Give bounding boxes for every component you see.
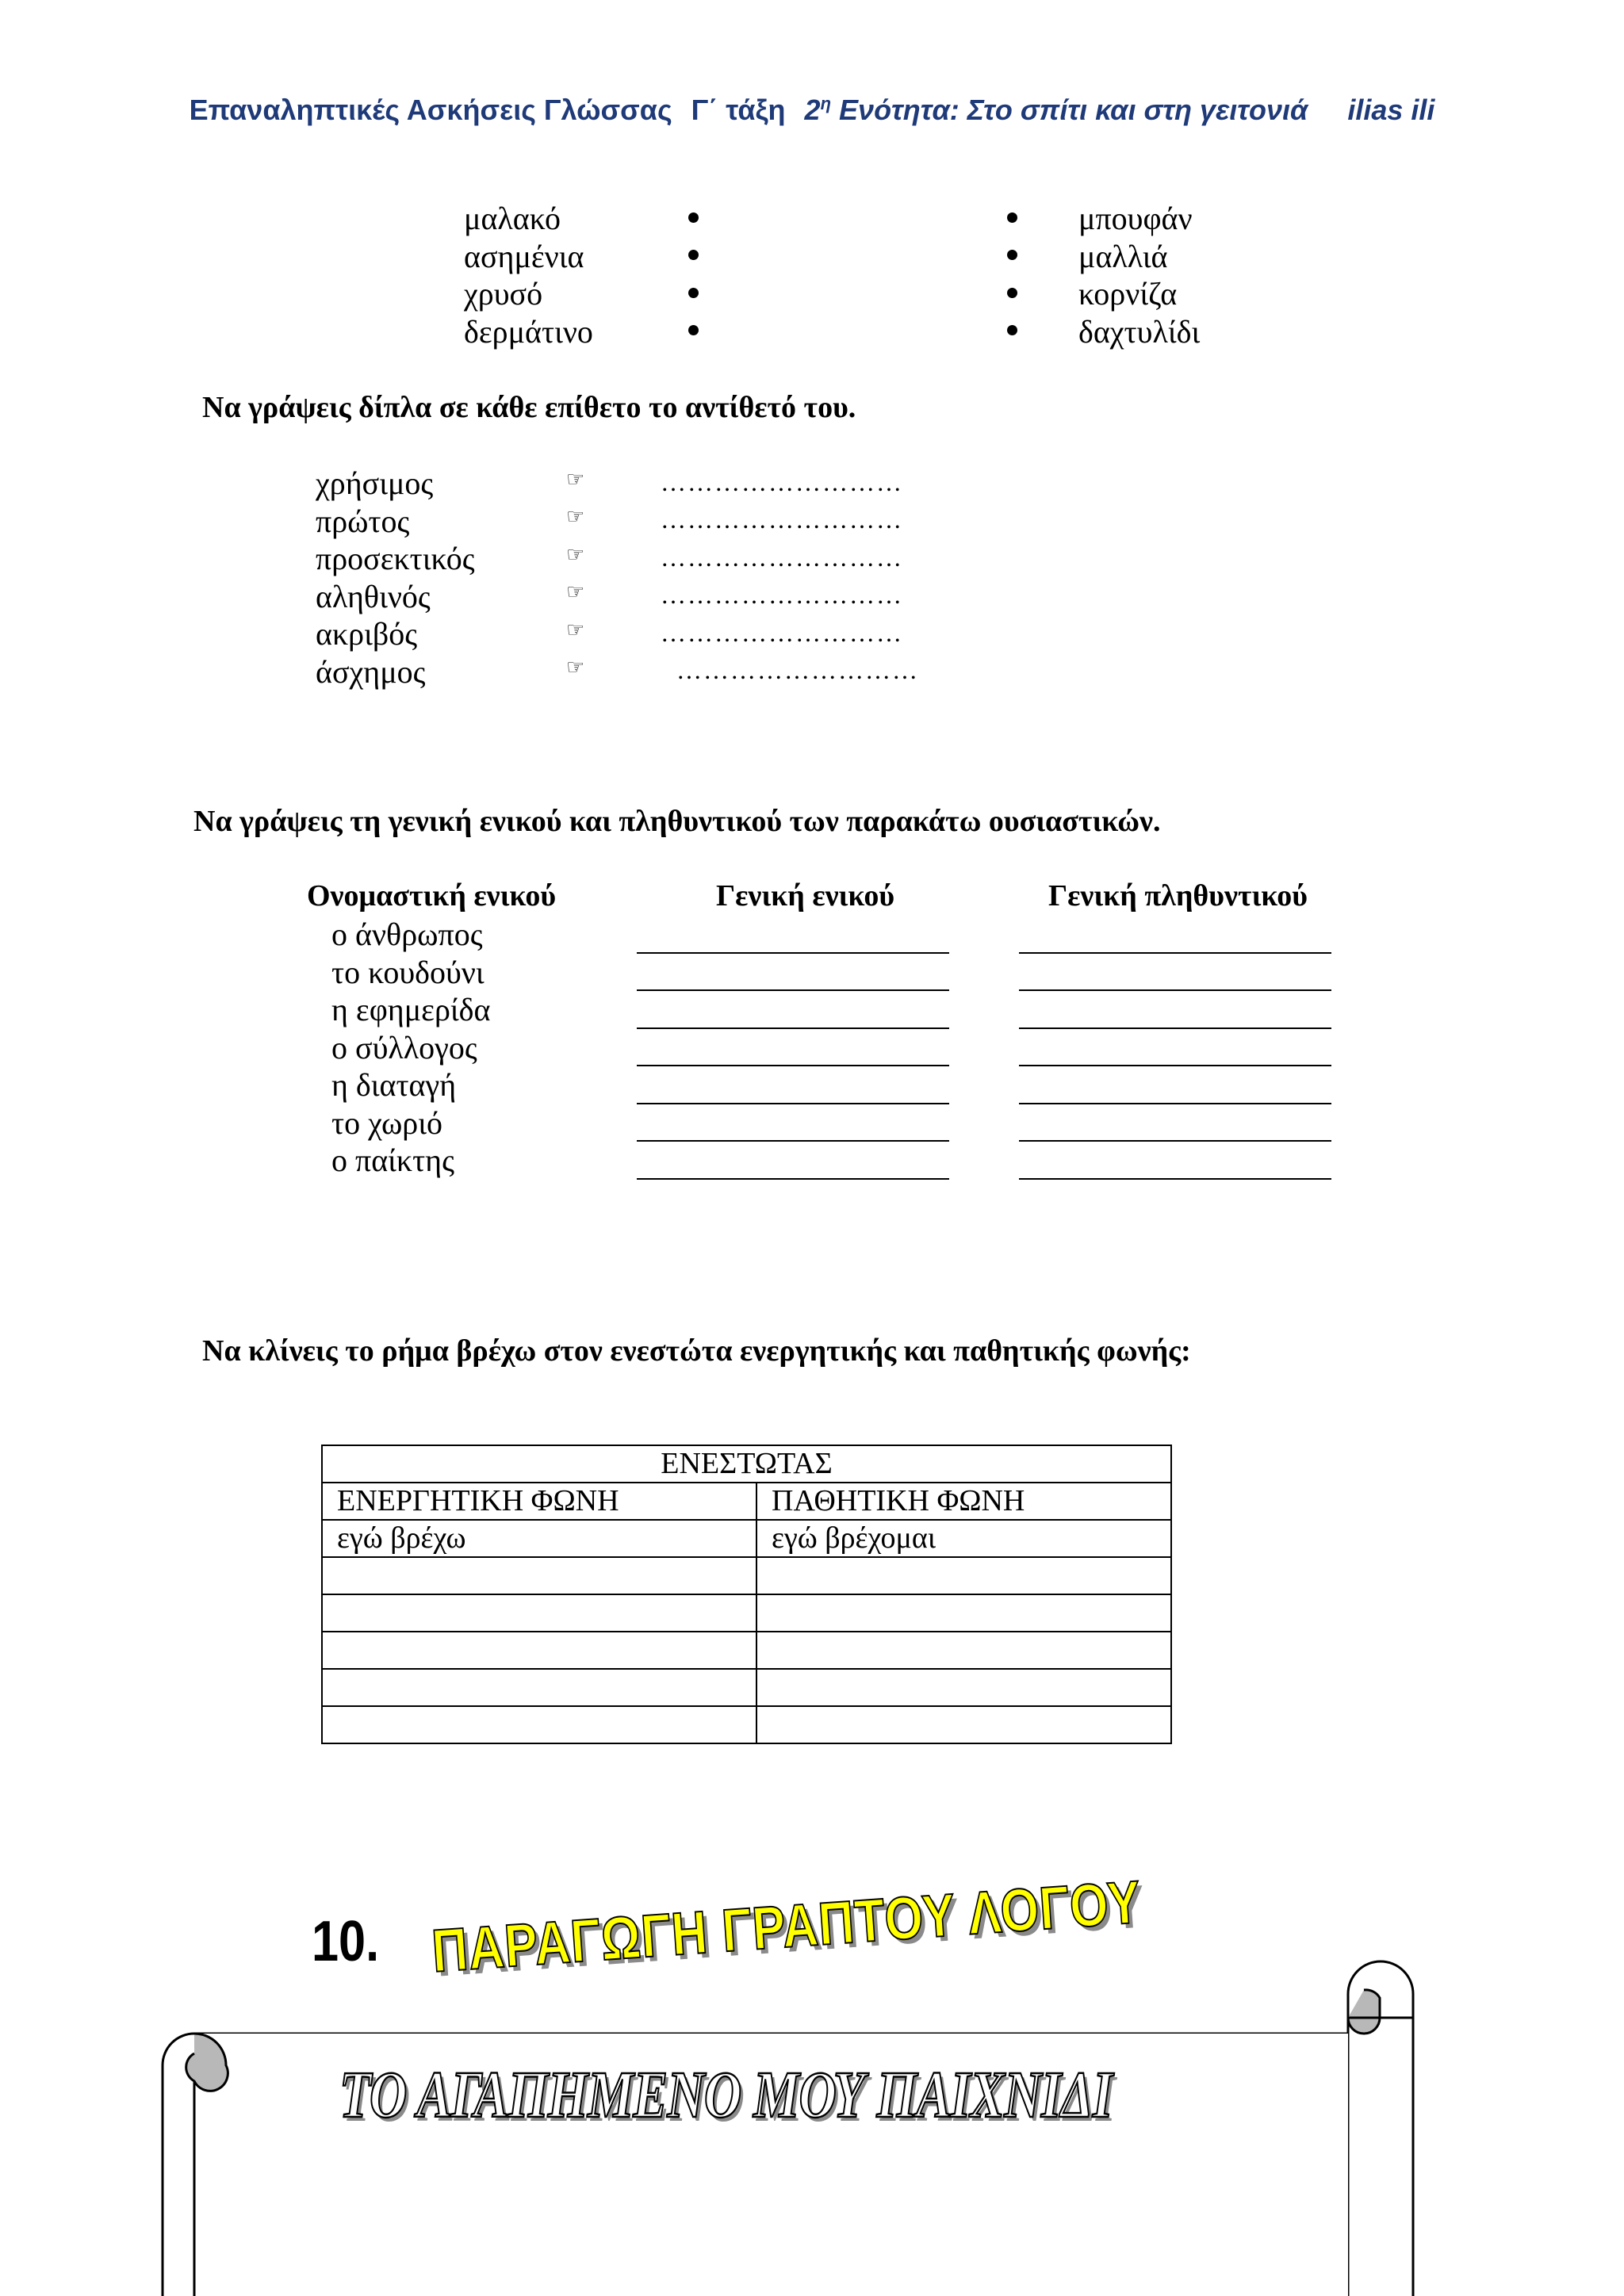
header-author: ilias ili bbox=[1347, 94, 1435, 126]
answer-line-plural[interactable] bbox=[1019, 1140, 1331, 1142]
table-cell-passive[interactable] bbox=[756, 1632, 1171, 1669]
example-passive: εγώ βρέχομαι bbox=[756, 1520, 1171, 1557]
answer-line-singular[interactable] bbox=[637, 1178, 949, 1180]
opposites-instruction: Να γράψεις δίπλα σε κάθε επίθετο το αντίθετό του. bbox=[202, 391, 856, 424]
answer-line-plural[interactable] bbox=[1019, 989, 1331, 991]
answer-line-singular[interactable] bbox=[637, 1140, 949, 1142]
answer-dots[interactable]: ……………………… bbox=[661, 618, 903, 647]
section-heading-wordart: ΠΑΡΑΓΩΓΗ ΓΡΑΠΤΟΥ ΛΟΓΟΥ bbox=[430, 1868, 1143, 1986]
table-cell-active[interactable] bbox=[322, 1632, 756, 1669]
table-cell-passive[interactable] bbox=[756, 1594, 1171, 1632]
matching-dot-left[interactable] bbox=[688, 250, 699, 260]
matching-dot-right[interactable] bbox=[1007, 288, 1017, 298]
matching-left-item: μαλακό bbox=[464, 201, 561, 236]
table-cell-passive[interactable] bbox=[756, 1706, 1171, 1743]
noun: ο σύλλογος bbox=[331, 1029, 477, 1066]
table-cell-passive[interactable] bbox=[756, 1669, 1171, 1706]
header-unit: $2^\eta$ Ενότητα: Στο σπίτι και στη γειτονιά bbox=[804, 94, 1308, 126]
matching-dot-right[interactable] bbox=[1007, 212, 1017, 223]
noun: η διαταγή bbox=[331, 1067, 457, 1103]
conjugation-table bbox=[321, 1445, 1172, 1744]
pointing-hand-icon: ☞ bbox=[566, 505, 585, 528]
column-header-nominative: Ονομαστική ενικού bbox=[307, 879, 557, 913]
matching-dot-right[interactable] bbox=[1007, 250, 1017, 260]
matching-left-item: χρυσό bbox=[464, 276, 543, 312]
matching-right-item: κορνίζα bbox=[1078, 276, 1178, 312]
pointing-hand-icon: ☞ bbox=[566, 618, 585, 641]
column-header-genitive-plural: Γενική πληθυντικού bbox=[1048, 879, 1308, 913]
page-header bbox=[0, 94, 1624, 127]
answer-line-plural[interactable] bbox=[1019, 1065, 1331, 1066]
table-cell-active[interactable] bbox=[322, 1557, 756, 1594]
section-number: 10. bbox=[312, 1910, 380, 1973]
pointing-hand-icon: ☞ bbox=[566, 543, 585, 566]
answer-line-singular[interactable] bbox=[637, 952, 949, 954]
answer-line-singular[interactable] bbox=[637, 1103, 949, 1104]
answer-line-plural[interactable] bbox=[1019, 952, 1331, 954]
table-cell-active[interactable] bbox=[322, 1594, 756, 1632]
noun-list bbox=[331, 916, 491, 1180]
header-title: Επαναληπτικές Ασκήσεις Γλώσσας bbox=[189, 94, 672, 126]
noun: η εφημερίδα bbox=[331, 992, 491, 1027]
table-title: ΕΝΕΣΤΩΤΑΣ bbox=[322, 1445, 1171, 1483]
pointing-hand-icon: ☞ bbox=[566, 580, 585, 603]
adjective: αληθινός bbox=[316, 578, 431, 614]
matching-dot-left[interactable] bbox=[688, 212, 699, 223]
example-active: εγώ βρέχω bbox=[322, 1520, 756, 1557]
genitive-instruction: Να γράψεις τη γενική ενικού και πληθυντικού των παρακάτω ουσιαστικών. bbox=[193, 805, 1161, 838]
scroll-title: ΤΟ ΑΓΑΠΗΜΕΝΟ ΜΟΥ ΠΑΙΧΝΙΔΙ bbox=[339, 2058, 1113, 2132]
adjective: ακριβός bbox=[316, 616, 418, 652]
matching-right-item: δαχτυλίδι bbox=[1078, 313, 1201, 350]
adjective: άσχημος bbox=[316, 653, 426, 690]
matching-dot-left[interactable] bbox=[688, 325, 699, 335]
table-cell-passive[interactable] bbox=[756, 1557, 1171, 1594]
opposites-words bbox=[316, 465, 475, 691]
answer-line-plural[interactable] bbox=[1019, 1027, 1331, 1029]
answer-line-plural[interactable] bbox=[1019, 1103, 1331, 1104]
answer-dots[interactable]: ……………………… bbox=[661, 505, 903, 534]
table-cell-active[interactable] bbox=[322, 1669, 756, 1706]
column-header-active: ΕΝΕΡΓΗΤΙΚΗ ΦΩΝΗ bbox=[322, 1483, 756, 1520]
answer-line-singular[interactable] bbox=[637, 1065, 949, 1066]
answer-line-singular[interactable] bbox=[637, 1027, 949, 1029]
adjective: χρήσιμος bbox=[316, 465, 434, 501]
matching-left-item: ασημένια bbox=[464, 238, 584, 274]
pointing-hand-icon: ☞ bbox=[566, 656, 585, 679]
answer-line-plural[interactable] bbox=[1019, 1178, 1331, 1180]
pointing-hand-icon: ☞ bbox=[566, 468, 585, 491]
noun: το χωριό bbox=[331, 1104, 442, 1141]
noun: ο άνθρωπος bbox=[331, 916, 483, 952]
matching-left-column bbox=[464, 200, 593, 350]
table-cell-active[interactable] bbox=[322, 1706, 756, 1743]
matching-right-item: μαλλιά bbox=[1078, 238, 1168, 274]
answer-line-singular[interactable] bbox=[637, 989, 949, 991]
adjective: προσεκτικός bbox=[316, 541, 475, 576]
header-grade: Γ΄ τάξη bbox=[691, 94, 786, 126]
answer-dots[interactable]: ……………………… bbox=[661, 580, 903, 609]
column-header-genitive-singular: Γενική ενικού bbox=[716, 879, 895, 913]
verb-instruction: Να κλίνεις το ρήμα βρέχω στον ενεστώτα ενεργητικής και παθητικής φωνής: bbox=[202, 1334, 1191, 1368]
answer-dots[interactable]: ……………………… bbox=[676, 656, 919, 684]
noun: το κουδούνι bbox=[331, 954, 485, 990]
matching-dot-left[interactable] bbox=[688, 288, 699, 298]
noun: ο παίκτης bbox=[331, 1142, 454, 1178]
matching-dot-right[interactable] bbox=[1007, 325, 1017, 335]
answer-dots[interactable]: ……………………… bbox=[661, 468, 903, 496]
matching-right-column bbox=[1078, 200, 1200, 350]
answer-dots[interactable]: ……………………… bbox=[661, 543, 903, 572]
matching-right-item: μπουφάν bbox=[1078, 201, 1193, 236]
adjective: πρώτος bbox=[316, 503, 410, 539]
column-header-passive: ΠΑΘΗΤΙΚΗ ΦΩΝΗ bbox=[756, 1483, 1171, 1520]
matching-left-item: δερμάτινο bbox=[464, 313, 593, 350]
